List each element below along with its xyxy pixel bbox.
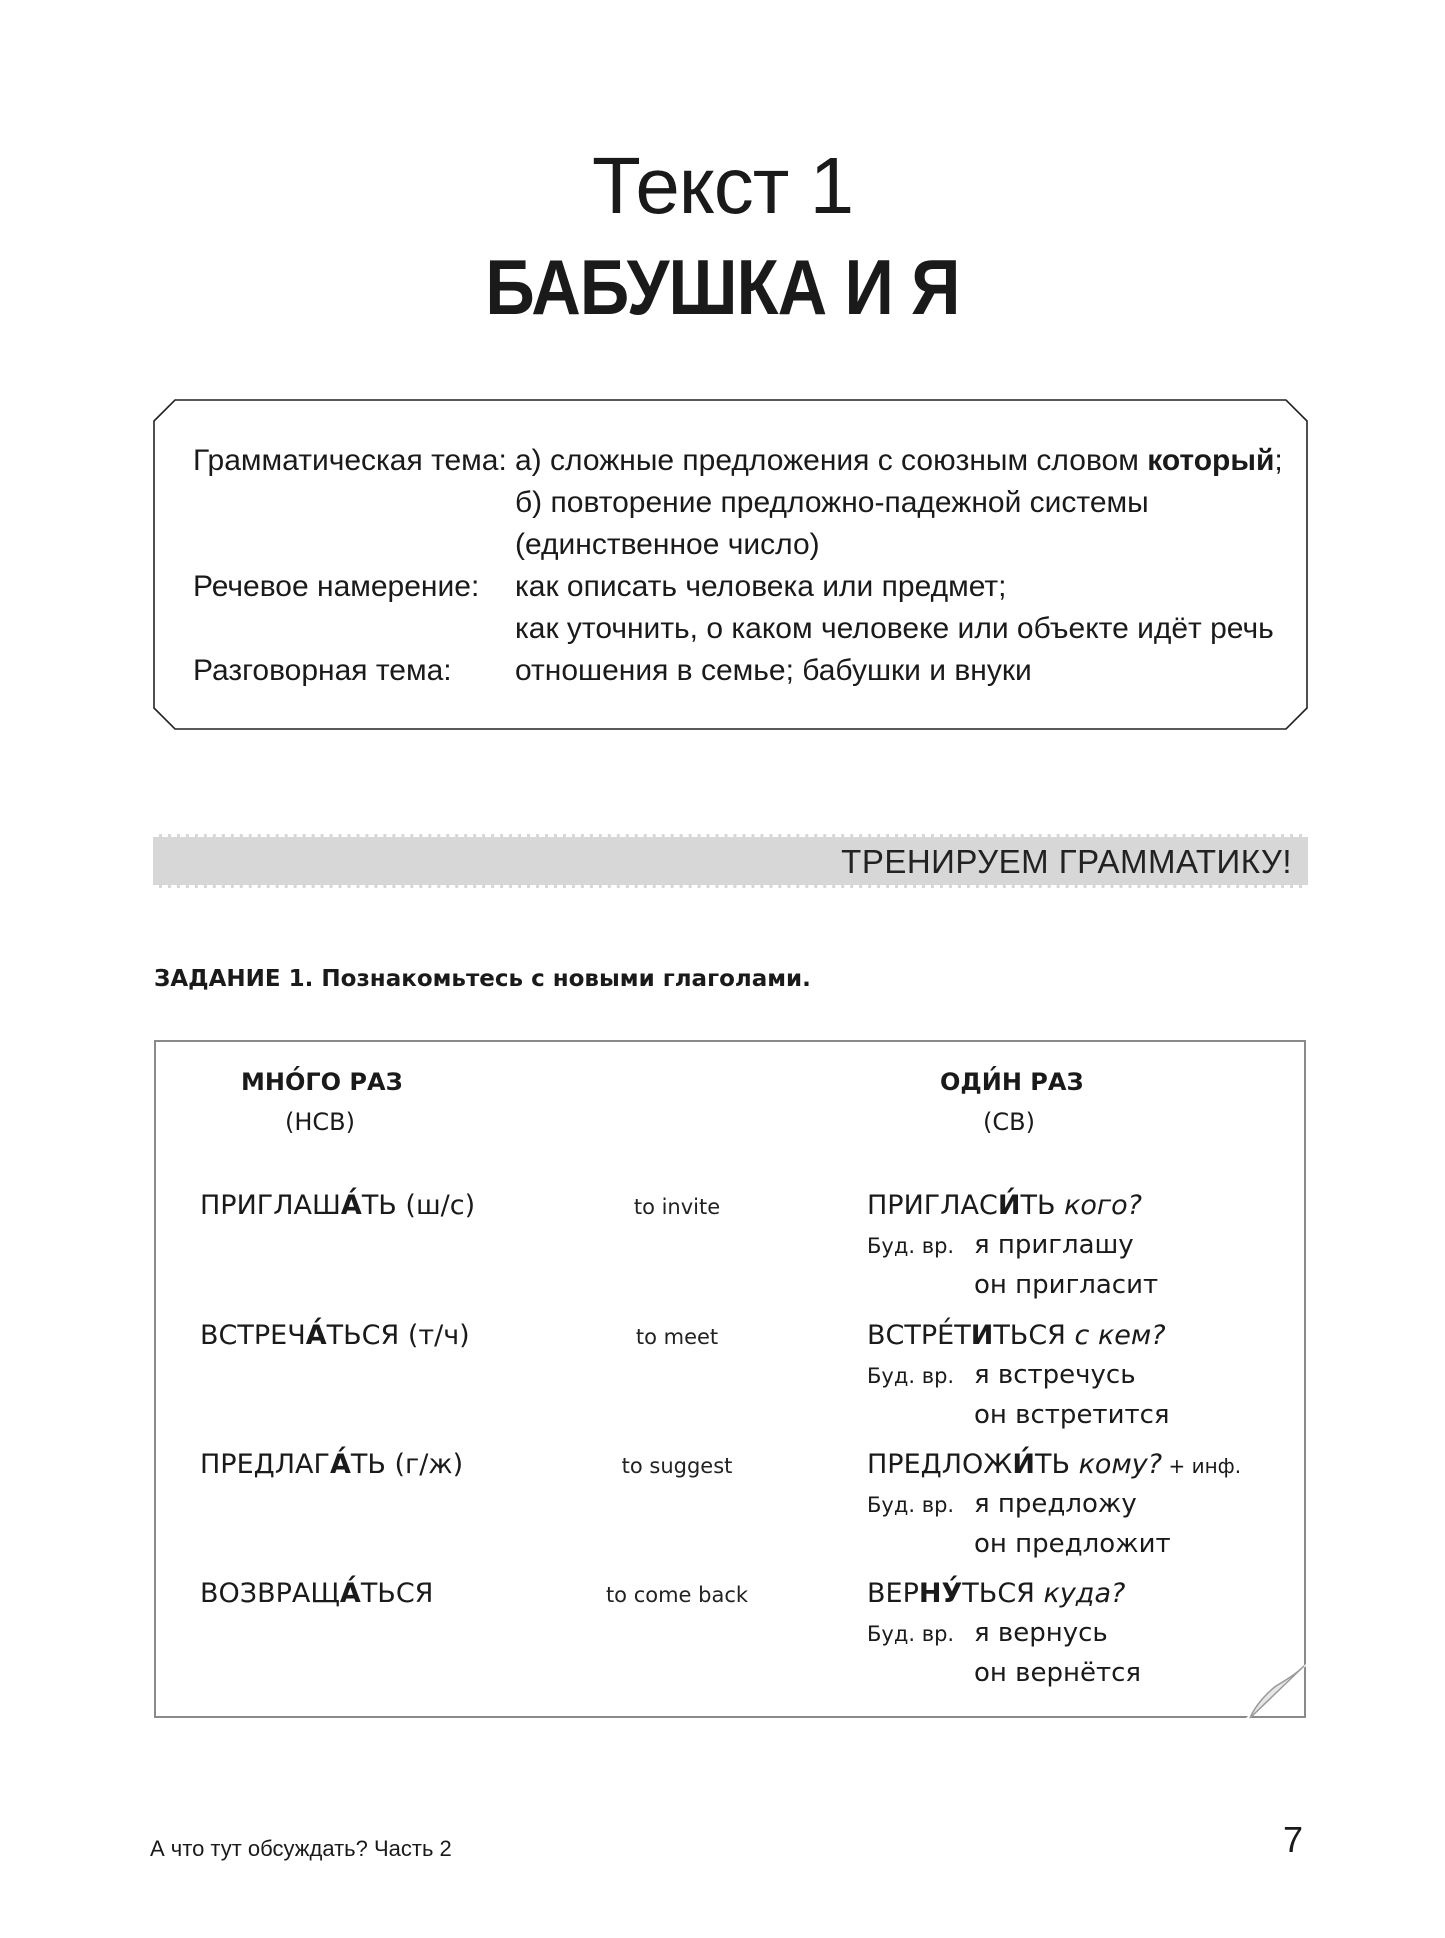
header-perfective: (СВ) bbox=[983, 1108, 1035, 1136]
header-many-times: МНО́ГО РАЗ bbox=[241, 1068, 403, 1096]
section-banner-text: ТРЕНИРУЕМ ГРАММАТИКУ! bbox=[841, 843, 1292, 880]
perfective-verb bbox=[867, 1578, 1125, 1609]
future-form-2: он предложит bbox=[974, 1529, 1171, 1559]
future-form-1: я предложу bbox=[974, 1489, 1137, 1519]
future-form-2: он пригласит bbox=[974, 1270, 1159, 1300]
verb-part: ВСТРЕ́Т bbox=[867, 1320, 971, 1351]
verb-translation: to come back bbox=[605, 1583, 749, 1607]
section-banner bbox=[153, 834, 1308, 888]
perfective-verb bbox=[867, 1449, 1241, 1480]
stressed-syllable: А́ bbox=[305, 1320, 327, 1351]
conversation-topic-label: Разговорная тема: bbox=[193, 654, 452, 687]
verb-part: ПРИГЛАШ bbox=[200, 1190, 341, 1221]
perfective-verb bbox=[867, 1190, 1142, 1221]
book-title-footer: А что тут обсуждать? Часть 2 bbox=[150, 1836, 452, 1861]
imperfective-verb bbox=[200, 1190, 475, 1221]
stressed-syllable: А́ bbox=[329, 1449, 351, 1480]
verb-part: ВОЗВРАЩ bbox=[200, 1578, 340, 1609]
grammar-topic-keyword: который bbox=[1147, 444, 1275, 477]
page-number: 7 bbox=[1283, 1819, 1304, 1860]
verb-part: ПРИГЛАС bbox=[867, 1190, 998, 1221]
conversation-topic: отношения в семье; бабушки и внуки bbox=[515, 654, 1032, 687]
stressed-syllable: НУ́ bbox=[918, 1578, 963, 1609]
title-line-2: БАБУШКА И Я bbox=[485, 243, 960, 331]
verb-part: ТЬ (ш/с) bbox=[361, 1190, 476, 1221]
future-tense-label: Буд. вр. bbox=[867, 1622, 955, 1646]
future-form-1: я встречусь bbox=[974, 1360, 1136, 1390]
verb-part: ТЬСЯ bbox=[962, 1578, 1044, 1609]
stressed-syllable: И bbox=[970, 1320, 994, 1351]
verb-part: ТЬСЯ (т/ч) bbox=[326, 1320, 470, 1351]
grammar-topic-b: б) повторение предложно-падежной системы bbox=[515, 486, 1149, 519]
verb-part: ТЬСЯ bbox=[360, 1578, 434, 1609]
future-tense-label: Буд. вр. bbox=[867, 1493, 955, 1517]
government-question: кого? bbox=[1064, 1190, 1142, 1221]
stressed-syllable: А́ bbox=[339, 1578, 361, 1609]
future-tense-label: Буд. вр. bbox=[867, 1234, 955, 1258]
verb-translation: to invite bbox=[633, 1195, 721, 1219]
page-curl-decoration bbox=[1246, 1664, 1308, 1720]
grammar-topic-a bbox=[515, 440, 1283, 482]
grammar-topic-a-text: а) сложные предложения с союзным словом bbox=[515, 444, 1148, 477]
future-tense-label: Буд. вр. bbox=[867, 1364, 955, 1388]
government-question: с кем? bbox=[1074, 1320, 1166, 1351]
speech-intent-2: как уточнить, о каком человеке или объекте идёт речь bbox=[515, 612, 1274, 645]
verb-translation: to meet bbox=[635, 1325, 719, 1349]
imperfective-verb bbox=[200, 1578, 433, 1609]
verb-part: ТЬ bbox=[1035, 1449, 1079, 1480]
future-form-2: он встретится bbox=[974, 1400, 1170, 1430]
verb-part: ВСТРЕЧ bbox=[200, 1320, 306, 1351]
verb-part: ТЬ (г/ж) bbox=[350, 1449, 464, 1480]
speech-intent-label: Речевое намерение: bbox=[193, 570, 480, 603]
verb-part: ПРЕДЛАГ bbox=[200, 1449, 330, 1480]
grammar-topic-a-end: ; bbox=[1274, 444, 1283, 477]
stressed-syllable: И́ bbox=[1012, 1449, 1035, 1480]
government-question: кому? bbox=[1078, 1449, 1163, 1480]
future-form-2: он вернётся bbox=[974, 1658, 1142, 1688]
stressed-syllable: И́ bbox=[997, 1190, 1021, 1221]
grammar-topic-b2: (единственное число) bbox=[515, 528, 820, 561]
stressed-syllable: А́ bbox=[340, 1190, 362, 1221]
task-heading: ЗАДАНИЕ 1. Познакомьтесь с новыми глаголами. bbox=[154, 966, 811, 992]
verb-part: ТЬ bbox=[1020, 1190, 1065, 1221]
header-imperfective: (НСВ) bbox=[285, 1108, 355, 1136]
verb-part: ПРЕДЛОЖ bbox=[867, 1449, 1013, 1480]
verb-translation: to suggest bbox=[621, 1454, 733, 1478]
grammar-topic-label: Грамматическая тема: bbox=[193, 444, 507, 477]
government-question: куда? bbox=[1043, 1578, 1126, 1609]
speech-intent-1: как описать человека или предмет; bbox=[515, 570, 1007, 603]
verb-part: ВЕР bbox=[867, 1578, 919, 1609]
verb-part: ТЬСЯ bbox=[993, 1320, 1075, 1351]
plus-infinitive: + инф. bbox=[1162, 1454, 1242, 1478]
future-form-1: я приглашу bbox=[974, 1230, 1134, 1260]
future-form-1: я вернусь bbox=[974, 1618, 1108, 1648]
imperfective-verb bbox=[200, 1320, 470, 1351]
header-one-time: ОДИ́Н РАЗ bbox=[940, 1068, 1084, 1096]
imperfective-verb bbox=[200, 1449, 463, 1480]
perfective-verb bbox=[867, 1320, 1166, 1351]
title-line-1: Текст 1 bbox=[591, 141, 854, 230]
